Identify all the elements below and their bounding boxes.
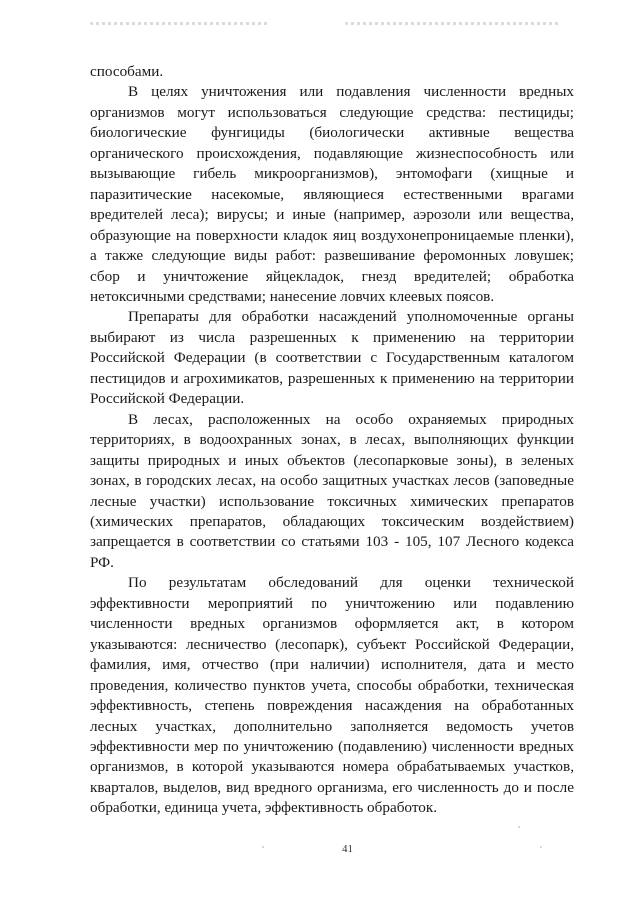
paragraph-protected-areas: В лесах, расположенных на особо охраняемых природных территориях, в водоохранных зонах, в лесах, выполняющих функции защиты природных и иных объектов (лесопарковые зоны), в зеленых зонах, в городских лесах, на особо защитных участках лесов (заповедные лесные участки) использование токсичных химических препаратов (химических препаратов, обладающих токсическим воздействием) запрещается в соответствии со статьями 103 - 105, 107 Лесного кодекса РФ.: [90, 410, 574, 571]
paragraph-control-means: В целях уничтожения или подавления численности вредных организмов могут использоваться следующие средства: пестициды; биологические фунгициды (биологически активные вещества органического происхождения, подавляющие жизнеспособность или вызывающие гибель микроорганизмов), энтомофаги (хищные и паразитические насекомые, являющиеся естественными врагами вредителей леса); вирусы; и иные (например, аэрозоли или вещества, образующие на поверхности кладок яиц воздухонепроницаемые пленки), а также следующие виды работ: развешивание феромонных ловушек; сбор и уничтожение яйцекладок, гнезд вредителей; обработка нетоксичными средствами; нанесение ловчих клеевых поясов.: [90, 83, 574, 305]
scan-speck: [262, 846, 264, 848]
paragraph-preparations: Препараты для обработки насаждений уполномоченные органы выбирают из числа разрешенных к применению на территории Российской Федерации (в соответствии с Государственным каталогом пестицидов и агрохимикатов, разрешенных к применению на территории Российской Федерации.: [90, 308, 574, 408]
page-number: 41: [342, 843, 353, 855]
scan-speck: [518, 826, 520, 828]
paragraph-inspection-results: По результатам обследований для оценки технической эффективности мероприятий по уничтожению или подавлению численности вредных организмов оформляется акт, в котором указываются: лесничество (лесопарк), субъект Российской Федерации, фамилия, имя, отчество (при наличии) исполнителя, дата и место проведения, количество пунктов учета, способы обработки, техническая эффективность, степень повреждения насаждения на обработанных лесных участках, дополнительно заполняется ведомость учетов эффективности мер по уничтожению (подавлению) численности вредных организмов, в которой указываются номера обрабатываемых участков, кварталов, выделов, вид вредного организма, его численность до и после обработки, единица учета, эффективность обработок.: [90, 574, 574, 817]
scan-speck: [540, 846, 542, 848]
paragraph-continuation: способами.: [90, 63, 164, 80]
scan-noise-header: [90, 18, 560, 32]
body-text: [90, 62, 574, 819]
